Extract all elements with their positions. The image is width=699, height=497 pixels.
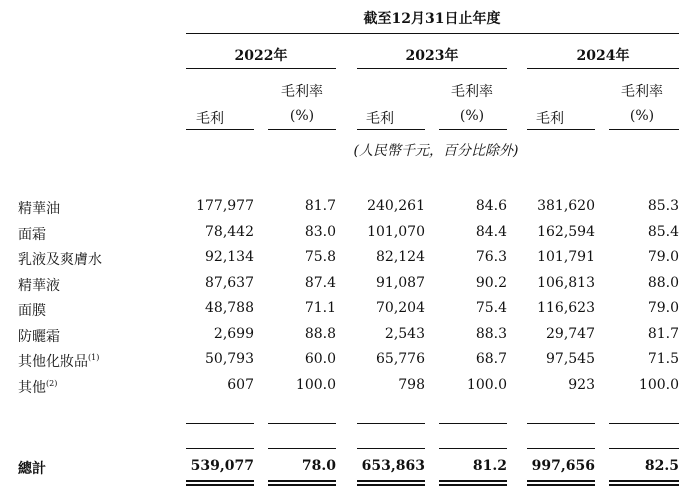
- row-label: [18, 351, 99, 371]
- gp-header-2024: 毛利: [536, 111, 564, 127]
- gross-profit-cell: 2,699: [213, 326, 254, 342]
- gross-profit-cell: 2,543: [384, 326, 425, 342]
- other-bottom-rule-gp-2023: [357, 423, 425, 424]
- margin-unit-2024: (%): [629, 108, 655, 124]
- total-double-rule-d: [439, 484, 507, 486]
- total-double-rule-b: [268, 484, 336, 486]
- gross-profit-cell: 78,442: [205, 224, 254, 240]
- margin-cell: 100.0: [638, 377, 679, 393]
- margin-cell: 90.2: [475, 275, 507, 291]
- row-label: [18, 249, 102, 269]
- gross-profit-cell: 87,637: [205, 275, 254, 291]
- gp-header-2022: 毛利: [196, 111, 224, 127]
- gross-profit-cell: 48,788: [205, 300, 254, 316]
- gross-profit-cell: 65,776: [376, 351, 425, 367]
- margin-cell: 85.3: [647, 198, 679, 214]
- year-rule-2024: [527, 68, 679, 69]
- margin-unit-2022: (%): [289, 108, 315, 124]
- margin-cell: 88.8: [304, 326, 336, 342]
- total-margin-2024: 82.5: [644, 458, 679, 474]
- gross-profit-cell: 101,791: [537, 249, 595, 265]
- row-label: [18, 198, 60, 218]
- gross-profit-cell: 177,977: [196, 198, 254, 214]
- margin-cell: 85.4: [647, 224, 679, 240]
- gross-profit-cell: 91,087: [376, 275, 425, 291]
- total-top-rule-m-2022: [268, 448, 336, 449]
- total-top-rule-m-2023: [439, 448, 507, 449]
- gross-profit-cell: 923: [568, 377, 595, 393]
- year-2022: 2022年: [234, 48, 288, 64]
- gross-profit-cell: 50,793: [205, 351, 254, 367]
- footnote-marker: (2): [46, 379, 58, 388]
- row-label-text: 面霜: [18, 227, 46, 243]
- total-double-rule-b: [268, 480, 336, 482]
- col-rule-m-2022: [268, 129, 336, 130]
- total-margin-2022: 78.0: [301, 458, 336, 474]
- margin-cell: 100.0: [295, 377, 336, 393]
- margin-unit-2023: (%): [459, 108, 485, 124]
- total-double-rule-d: [439, 480, 507, 482]
- other-bottom-rule-gp-2022: [186, 423, 254, 424]
- total-double-rule-e: [527, 480, 595, 482]
- total-double-rule-f: [609, 480, 679, 482]
- margin-cell: 88.3: [475, 326, 507, 342]
- year-rule-2022: [186, 68, 336, 69]
- row-label: [18, 224, 46, 244]
- row-label-text: 面膜: [18, 303, 46, 319]
- gross-profit-cell: 29,747: [546, 326, 595, 342]
- gross-profit-cell: 97,545: [546, 351, 595, 367]
- total-top-rule-gp-2022: [186, 448, 254, 449]
- gross-profit-cell: 70,204: [376, 300, 425, 316]
- total-gp-2023: 653,863: [361, 458, 425, 474]
- margin-cell: 68.7: [475, 351, 507, 367]
- gross-profit-cell: 381,620: [537, 198, 595, 214]
- row-label: [18, 326, 60, 346]
- margin-cell: 81.7: [304, 198, 336, 214]
- margin-header-2022: 毛利率: [281, 84, 323, 100]
- total-double-rule-e: [527, 484, 595, 486]
- margin-header-2023: 毛利率: [451, 84, 493, 100]
- period-header: 截至12月31日止年度: [363, 11, 501, 27]
- year-2024: 2024年: [576, 48, 630, 64]
- margin-cell: 76.3: [475, 249, 507, 265]
- margin-cell: 71.1: [304, 300, 336, 316]
- total-double-rule-f: [609, 484, 679, 486]
- total-gp-2022: 539,077: [190, 458, 254, 474]
- total-top-rule-m-2024: [609, 448, 679, 449]
- margin-cell: 87.4: [304, 275, 336, 291]
- gross-profit-cell: 101,070: [367, 224, 425, 240]
- other-bottom-rule-m-2023: [439, 423, 507, 424]
- row-label: [18, 300, 46, 320]
- margin-cell: 71.5: [647, 351, 679, 367]
- total-double-rule-c: [357, 484, 425, 486]
- total-double-rule-a: [186, 484, 254, 486]
- gross-profit-cell: 106,813: [537, 275, 595, 291]
- unit-note: (人民幣千元，百分比除外): [353, 143, 519, 159]
- footnote-marker: (1): [88, 353, 100, 362]
- margin-cell: 79.0: [647, 300, 679, 316]
- total-margin-2023: 81.2: [472, 458, 507, 474]
- col-rule-m-2024: [609, 129, 679, 130]
- col-rule-m-2023: [439, 129, 507, 130]
- gross-profit-cell: 162,594: [537, 224, 595, 240]
- margin-cell: 75.4: [475, 300, 507, 316]
- margin-cell: 84.6: [475, 198, 507, 214]
- gross-profit-cell: 82,124: [376, 249, 425, 265]
- margin-header-2024: 毛利率: [621, 84, 663, 100]
- margin-cell: 60.0: [304, 351, 336, 367]
- row-label-text: 其他: [18, 380, 46, 396]
- row-label-text: 其他化妝品: [18, 354, 88, 370]
- other-bottom-rule-gp-2024: [527, 423, 595, 424]
- gp-header-2023: 毛利: [366, 111, 394, 127]
- period-rule: [186, 33, 679, 34]
- total-top-rule-gp-2023: [357, 448, 425, 449]
- row-label-text: 防曬霜: [18, 329, 60, 345]
- margin-cell: 81.7: [647, 326, 679, 342]
- gross-profit-cell: 240,261: [367, 198, 425, 214]
- total-top-rule-gp-2024: [527, 448, 595, 449]
- other-bottom-rule-m-2024: [609, 423, 679, 424]
- margin-cell: 84.4: [475, 224, 507, 240]
- total-gp-2024: 997,656: [531, 458, 595, 474]
- row-label-text: 乳液及爽膚水: [18, 252, 102, 268]
- year-2023: 2023年: [405, 48, 459, 64]
- margin-cell: 83.0: [304, 224, 336, 240]
- col-rule-gp-2024: [527, 129, 595, 130]
- total-double-rule-a: [186, 480, 254, 482]
- row-label: [18, 275, 60, 295]
- total-double-rule-c: [357, 480, 425, 482]
- year-rule-2023: [357, 68, 507, 69]
- row-label-text: 精華油: [18, 201, 60, 217]
- margin-cell: 75.8: [304, 249, 336, 265]
- row-label-text: 精華液: [18, 278, 60, 294]
- margin-cell: 79.0: [647, 249, 679, 265]
- col-rule-gp-2023: [357, 129, 425, 130]
- margin-cell: 88.0: [647, 275, 679, 291]
- gross-profit-cell: 607: [227, 377, 254, 393]
- other-bottom-rule-m-2022: [268, 423, 336, 424]
- gross-profit-cell: 798: [398, 377, 425, 393]
- gross-profit-cell: 92,134: [205, 249, 254, 265]
- gross-profit-cell: 116,623: [537, 300, 595, 316]
- margin-cell: 100.0: [466, 377, 507, 393]
- row-label: [18, 377, 57, 397]
- col-rule-gp-2022: [186, 129, 254, 130]
- total-label: 總計: [18, 461, 46, 477]
